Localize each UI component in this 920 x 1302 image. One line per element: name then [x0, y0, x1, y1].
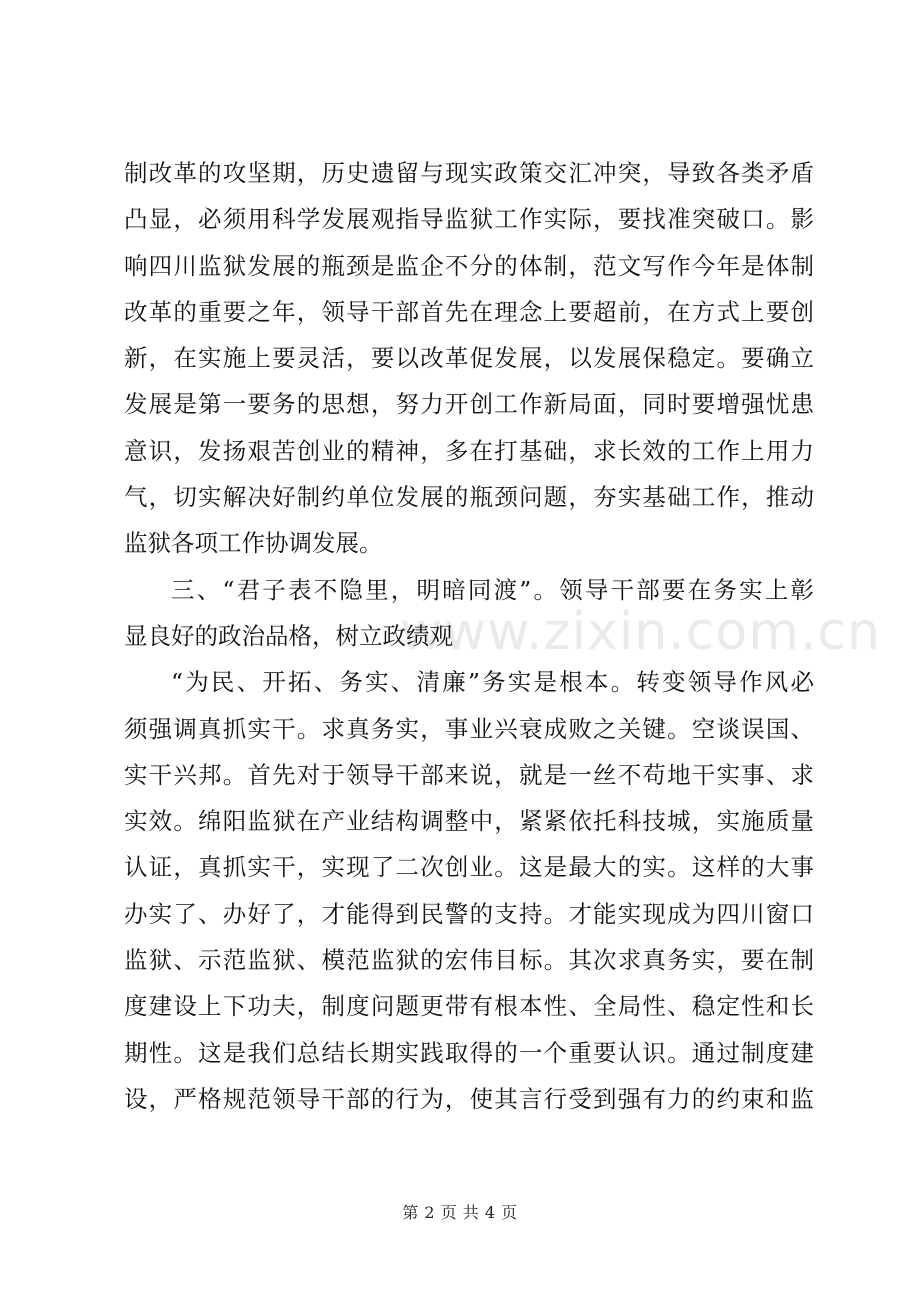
body-line-12: “为民、开拓、务实、清廉”务实是根本。转变领导作风必 — [171, 668, 814, 697]
body-line-18: 监狱、示范监狱、模范监狱的宏伟目标。其次求真务实，要在制 — [124, 946, 814, 975]
body-line-21: 设，严格规范领导干部的行为，使其言行受到强有力的约束和监 — [124, 1084, 814, 1113]
section-heading-line-2: 显良好的政治品格，树立政绩观 — [124, 621, 453, 650]
body-line-3: 响四川监狱发展的瓶颈是监企不分的体制，范文写作今年是体制 — [124, 251, 814, 280]
watermark-text: www.zixin.com.cn — [400, 602, 881, 662]
body-line-2: 凸显，必须用科学发展观指导监狱工作实际，要找准突破口。影 — [124, 205, 814, 234]
body-line-15: 实效。绵阳监狱在产业结构调整中，紧紧依托科技城，实施质量 — [124, 807, 814, 836]
body-line-7: 意识，发扬艰苦创业的精神，多在打基础，求长效的工作上用力 — [124, 436, 814, 465]
page-number-footer: 第 2 页 共 4 页 — [402, 1203, 518, 1222]
body-line-13: 须强调真抓实干。求真务实，事业兴衰成败之关键。空谈误国、 — [124, 714, 814, 743]
body-line-9: 监狱各项工作协调发展。 — [124, 529, 383, 558]
body-line-20: 期性。这是我们总结长期实践取得的一个重要认识。通过制度建 — [124, 1038, 814, 1067]
body-line-5: 新，在实施上要灵活，要以改革促发展，以发展保稳定。要确立 — [124, 344, 814, 373]
body-line-6: 发展是第一要务的思想，努力开创工作新局面，同时要增强忧患 — [124, 390, 814, 419]
section-heading-line-1: 三、“君子表不隐里，明暗同渡”。领导干部要在务实上彰 — [171, 575, 814, 604]
body-line-16: 认证，真抓实干，实现了二次创业。这是最大的实。这样的大事 — [124, 853, 814, 882]
body-line-17: 办实了、办好了，才能得到民警的支持。才能实现成为四川窗口 — [124, 899, 814, 928]
body-line-4: 改革的重要之年，领导干部首先在理念上要超前，在方式上要创 — [124, 297, 814, 326]
body-line-14: 实干兴邦。首先对于领导干部来说，就是一丝不苟地干实事、求 — [124, 760, 814, 789]
body-line-19: 度建设上下功夫，制度问题更带有根本性、全局性、稳定性和长 — [124, 992, 814, 1021]
document-body — [124, 150, 814, 1122]
body-line-8: 气，切实解决好制约单位发展的瓶颈问题，夯实基础工作，推动 — [124, 483, 814, 512]
body-line-1: 制改革的攻坚期，历史遗留与现实政策交汇冲突，导致各类矛盾 — [124, 159, 814, 187]
